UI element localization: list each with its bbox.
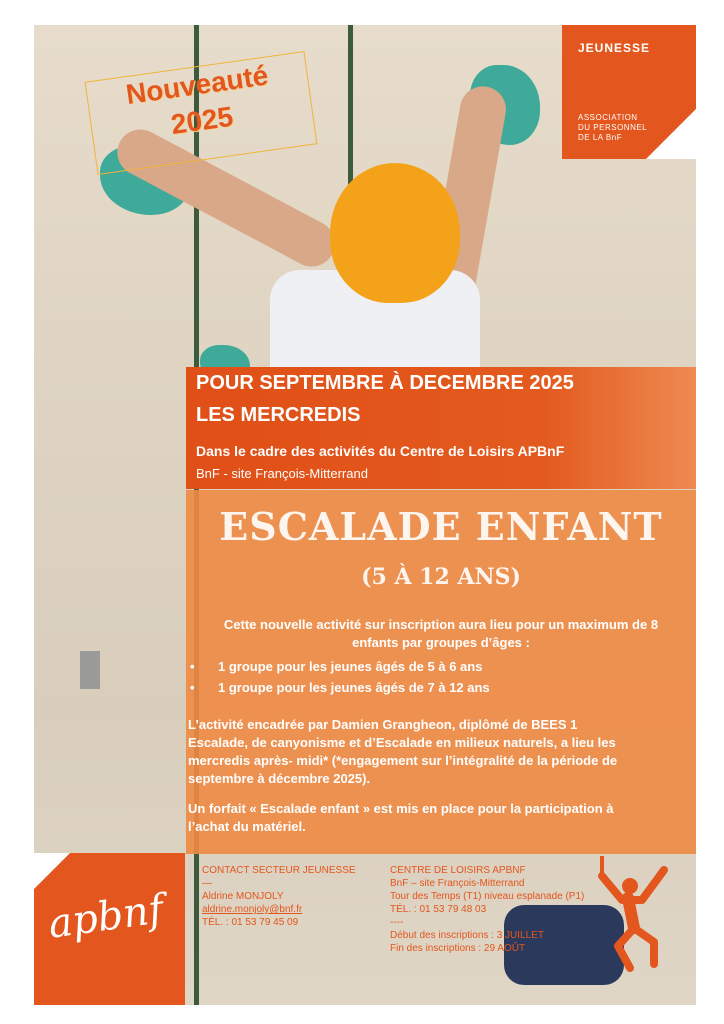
centre-block	[390, 864, 590, 955]
group-list	[188, 656, 688, 698]
new-badge-line2: 2025	[169, 100, 236, 141]
paragraph-line: Escalade, de canyonisme et d’Escalade en milieux naturels, a lieu les	[188, 735, 616, 750]
contact-dash: —	[202, 878, 212, 889]
climber-icon	[588, 856, 672, 976]
intro-line: enfants par groupes d’âges :	[352, 635, 530, 650]
centre-heading: CENTRE DE LOISIRS APBNF	[390, 865, 526, 876]
contact-email-link[interactable]: aldrine.monjoly@bnf.fr	[202, 904, 303, 915]
registration-end: Fin des inscriptions : 29 AOÛT	[390, 943, 526, 954]
period-heading: POUR SEPTEMBRE À DECEMBRE 2025	[196, 372, 574, 394]
page-fold	[646, 109, 696, 159]
activity-panel	[186, 490, 696, 854]
paragraph-line: l’achat du matériel.	[188, 819, 306, 834]
assoc-line: ASSOCIATION	[578, 113, 638, 122]
assoc-line: DU PERSONNEL	[578, 123, 648, 132]
jeunesse-title: JEUNESSE	[578, 41, 651, 55]
centre-dash: ----	[390, 917, 404, 928]
age-range: (5 À 12 ANS)	[361, 564, 521, 590]
list-item: • 1 groupe pour les jeunes âgés de 5 à 6 ans	[190, 659, 483, 674]
page-fold	[34, 853, 70, 889]
day-heading: LES MERCREDIS	[196, 404, 361, 426]
contact-heading: CONTACT SECTEUR JEUNESSE	[202, 865, 356, 876]
assoc-line: DE LA BnF	[578, 133, 623, 142]
contact-block	[202, 864, 377, 929]
association-label	[578, 113, 647, 143]
contact-phone: TÉL. : 01 53 79 45 09	[202, 917, 299, 928]
centre-location: Tour des Temps (T1) niveau esplanade (P1)	[390, 891, 585, 902]
registration-start: Début des inscriptions : 3 JUILLET	[390, 930, 544, 941]
centre-site: BnF – site François-Mitterrand	[390, 878, 525, 889]
apbnf-logo	[34, 853, 185, 1005]
helmet	[330, 163, 460, 303]
jeunesse-corner	[562, 25, 696, 159]
description-paragraph	[188, 716, 692, 788]
site-line: BnF - site François-Mitterrand	[196, 466, 368, 481]
period-banner	[186, 367, 696, 489]
new-badge-line1: Nouveauté	[123, 59, 271, 111]
intro-text	[186, 616, 696, 652]
paragraph-line: septembre à décembre 2025).	[188, 771, 371, 786]
intro-line: Cette nouvelle activité sur inscription aura lieu pour un maximum de 8	[223, 617, 659, 632]
logo-text: apbnf	[45, 886, 167, 948]
centre-phone: TÉL. : 01 53 79 48 03	[390, 904, 487, 915]
forfait-paragraph	[188, 800, 692, 836]
contact-name: Aldrine MONJOLY	[202, 891, 284, 902]
activity-title: ESCALADE ENFANT	[219, 504, 663, 549]
list-item: • 1 groupe pour les jeunes âgés de 7 à 12 ans	[190, 680, 490, 695]
wall-bolt	[80, 651, 100, 689]
paragraph-line: Un forfait « Escalade enfant » est mis en place pour la participation à	[188, 801, 614, 816]
context-line: Dans le cadre des activités du Centre de Loisirs APBnF	[196, 443, 565, 459]
paragraph-line: L’activité encadrée par Damien Grangheon, diplômé de BEES 1	[188, 717, 578, 732]
paragraph-line: mercredis après- midi* (*engagement sur l’intégralité de la période de	[188, 753, 618, 768]
